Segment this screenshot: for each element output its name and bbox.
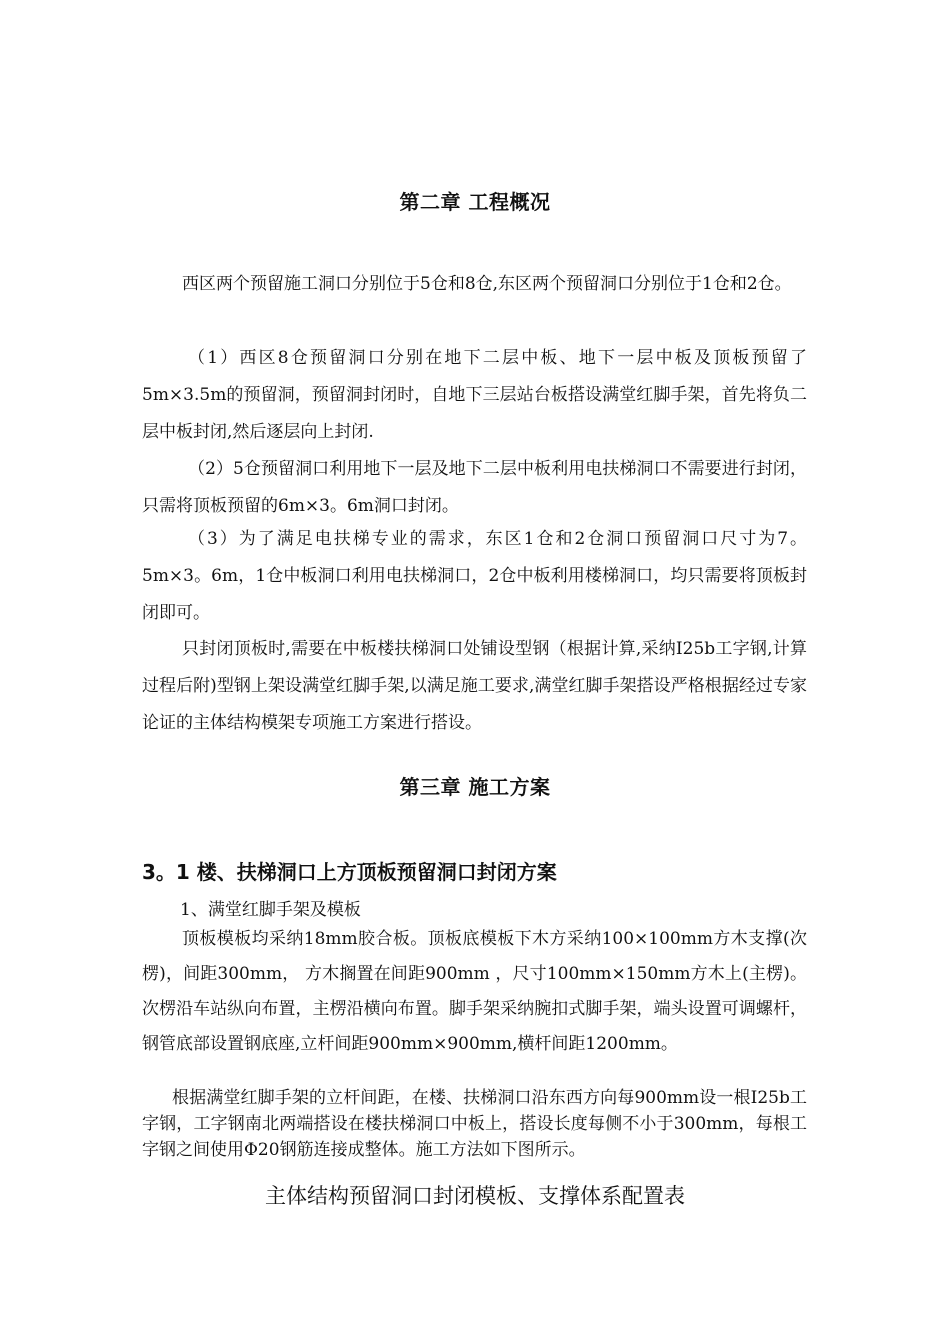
section-3-1-title: 3。1 楼、扶梯洞口上方顶板预留洞口封闭方案 <box>142 860 557 884</box>
chapter-2-item-2-paragraph: （2）5仓预留洞口利用地下一层及地下二层中板利用电扶梯洞口不需要进行封闭，只需将顶板预留的6m×3。6m洞口封闭。 <box>142 459 807 516</box>
chapter-3-heading: 第三章 施工方案 <box>399 775 551 799</box>
chapter-2-item-3-paragraph: （3）为了满足电扶梯专业的需求，东区1仓和2仓洞口预留洞口尺寸为7。5m×3。6m，1仓中板洞口利用电扶梯洞口，2仓中板利用楼梯洞口，均只需要将顶板封闭即可。 <box>142 529 807 623</box>
table-caption: 主体结构预留洞口封闭模板、支撑体系配置表 <box>265 1184 685 1208</box>
chapter-2-closing-paragraph: 只封闭顶板时,需要在中板楼扶梯洞口处铺设型钢（根据计算,采纳I25b工字钢,计算过程后附)型钢上架设满堂红脚手架,以满足施工要求,满堂红脚手架搭设严格根据经过专家论证的主体结构模架专项施工方案进行搭设。 <box>142 639 807 733</box>
chapter-2-heading: 第二章 工程概况 <box>399 190 551 214</box>
chapter-2-intro-paragraph: 西区两个预留施工洞口分别位于5仓和8仓,东区两个预留洞口分别位于1仓和2仓。 <box>182 274 792 294</box>
subsection-1-heading: 1、满堂红脚手架及模板 <box>180 900 361 920</box>
chapter-2-item-1-paragraph: （1）西区8仓预留洞口分别在地下二层中板、地下一层中板及顶板预留了5m×3.5m的预留洞，预留洞封闭时，自地下三层站台板搭设满堂红脚手架，首先将负二层中板封闭,然后逐层向上封闭. <box>142 348 807 442</box>
formwork-paragraph: 顶板模板均采纳18mm胶合板。顶板底模板下木方采纳100×100mm方木支撑(次楞)，间距300mm， 方木搁置在间距900mm ，尺寸100mm×150mm方木上(主楞)。次楞沿车站纵向布置，主楞沿横向布置。脚手架采纳腕扣式脚手架，端头设置可调螺杆，钢管底部设置钢底座,立杆间距900mm×900mm,横杆间距1200mm。 <box>142 929 807 1054</box>
steel-beam-paragraph: 根据满堂红脚手架的立杆间距，在楼、扶梯洞口沿东西方向每900mm设一根I25b工字钢，工字钢南北两端搭设在楼扶梯洞口中板上，搭设长度每侧不小于300mm，每根工字钢之间使用Φ20钢筋连接成整体。施工方法如下图所示。 <box>142 1088 807 1160</box>
